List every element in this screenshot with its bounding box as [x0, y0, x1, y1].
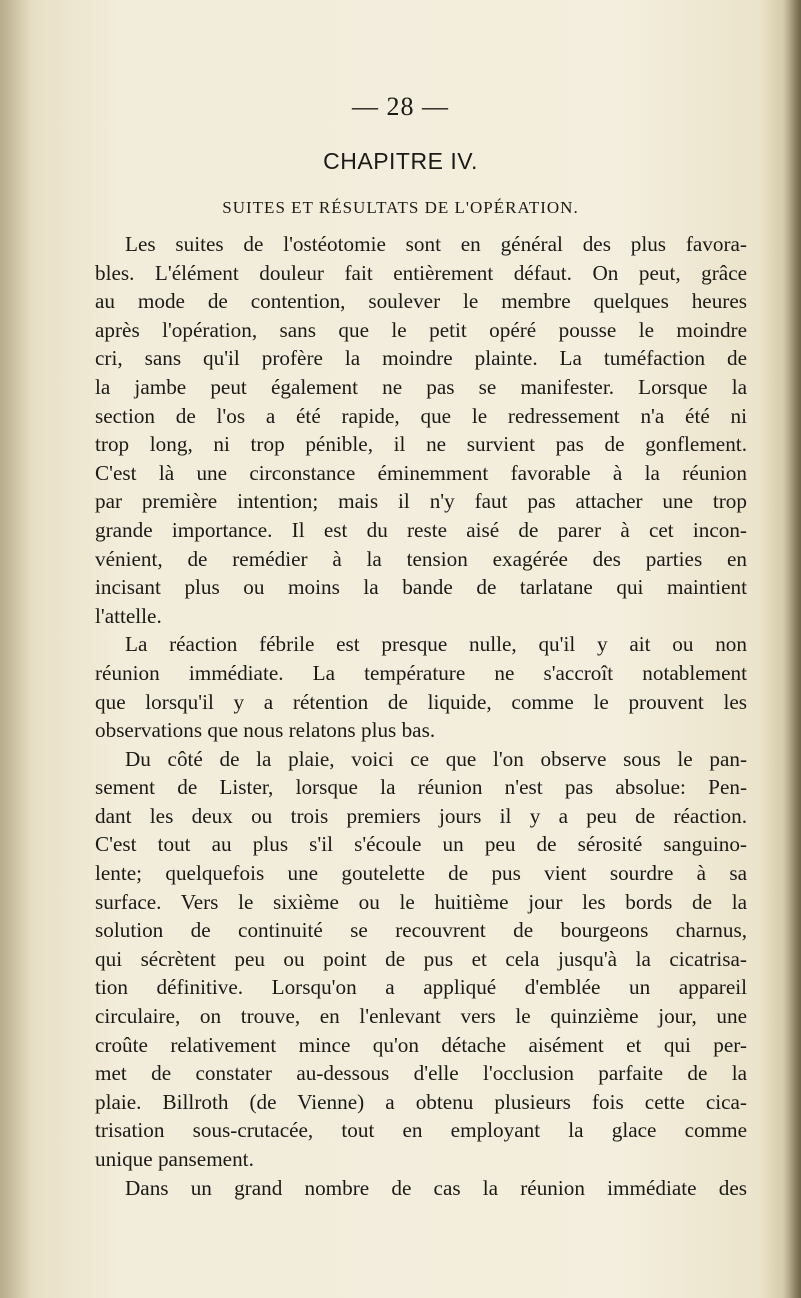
text-line: vénient, de remédier à la tension exagérée des parties en [95, 546, 747, 571]
page-edge-shadow-right [783, 0, 801, 1298]
text-line: C'est là une circonstance éminemment favorable à la réunion [95, 460, 747, 485]
text-line: qui sécrètent peu ou point de pus et cela jusqu'à la cicatrisa- [95, 946, 747, 971]
page-number: — 28 — [352, 92, 449, 121]
text-line: met de constater au-dessous d'elle l'occlusion parfaite de la [95, 1061, 747, 1086]
text-line: La réaction fébrile est presque nulle, qu'il y ait ou non [125, 632, 747, 657]
text-line: C'est tout au plus s'il s'écoule un peu de sérosité sanguino- [95, 832, 747, 857]
text-line: grande importance. Il est du reste aisé de parer à cet incon- [95, 517, 747, 542]
text-line: unique pansement. [95, 1147, 254, 1171]
text-line: trisation sous-crutacée, tout en employant la glace comme [95, 1118, 747, 1143]
text-line: après l'opération, sans que le petit opéré pousse le moindre [95, 317, 747, 342]
page-edge-shadow-left [0, 0, 30, 1298]
text-line: Les suites de l'ostéotomie sont en général des plus favora- [125, 232, 747, 256]
text-line: croûte relativement mince qu'on détache aisément et qui per- [95, 1032, 747, 1057]
text-line: incisant plus ou moins la bande de tarlatane qui maintient [95, 575, 747, 600]
text-line: cri, sans qu'il profère la moindre plainte. La tuméfaction de [95, 346, 747, 371]
text-line: plaie. Billroth (de Vienne) a obtenu plusieurs fois cette cica- [95, 1089, 747, 1114]
text-line: observations que nous relatons plus bas. [95, 718, 436, 743]
text-line: bles. L'élément douleur fait entièrement défaut. On peut, grâce [95, 260, 747, 285]
text-line: l'attelle. [95, 603, 162, 628]
text-line: circulaire, on trouve, en l'enlevant vers le quinzième jour, une [95, 1004, 747, 1029]
text-line: par première intention; mais il n'y faut pas attacher une trop [95, 489, 747, 514]
text-line: solution de continuité se recouvrent de bourgeons charnus, [95, 918, 747, 943]
text-line: tion définitive. Lorsqu'on a appliqué d'emblée un appareil [95, 975, 747, 1000]
text-line: Du côté de la plaie, voici ce que l'on observe sous le pan- [125, 746, 747, 771]
text-line: section de l'os a été rapide, que le redressement n'a été ni [95, 403, 747, 428]
text-line: au mode de contention, soulever le membre quelques heures [95, 289, 747, 314]
body-text [95, 230, 747, 1202]
section-title: SUITES ET RÉSULTATS DE L'OPÉRATION. [222, 198, 579, 217]
text-line: trop long, ni trop pénible, il ne survient pas de gonflement. [95, 432, 747, 457]
text-line: Dans un grand nombre de cas la réunion immédiate des [125, 1175, 747, 1200]
text-line: que lorsqu'il y a rétention de liquide, comme le prouvent les [95, 689, 747, 714]
text-line: sement de Lister, lorsque la réunion n'est pas absolue: Pen- [95, 775, 747, 800]
text-line: surface. Vers le sixième ou le huitième jour les bords de la [95, 889, 747, 914]
text-line: lente; quelquefois une goutelette de pus vient sourdre à sa [95, 861, 747, 886]
chapter-title: CHAPITRE IV. [323, 148, 478, 174]
text-line: la jambe peut également ne pas se manifester. Lorsque la [95, 374, 747, 399]
text-line: dant les deux ou trois premiers jours il y a peu de réaction. [95, 803, 747, 828]
text-line: réunion immédiate. La température ne s'accroît notablement [95, 660, 747, 685]
